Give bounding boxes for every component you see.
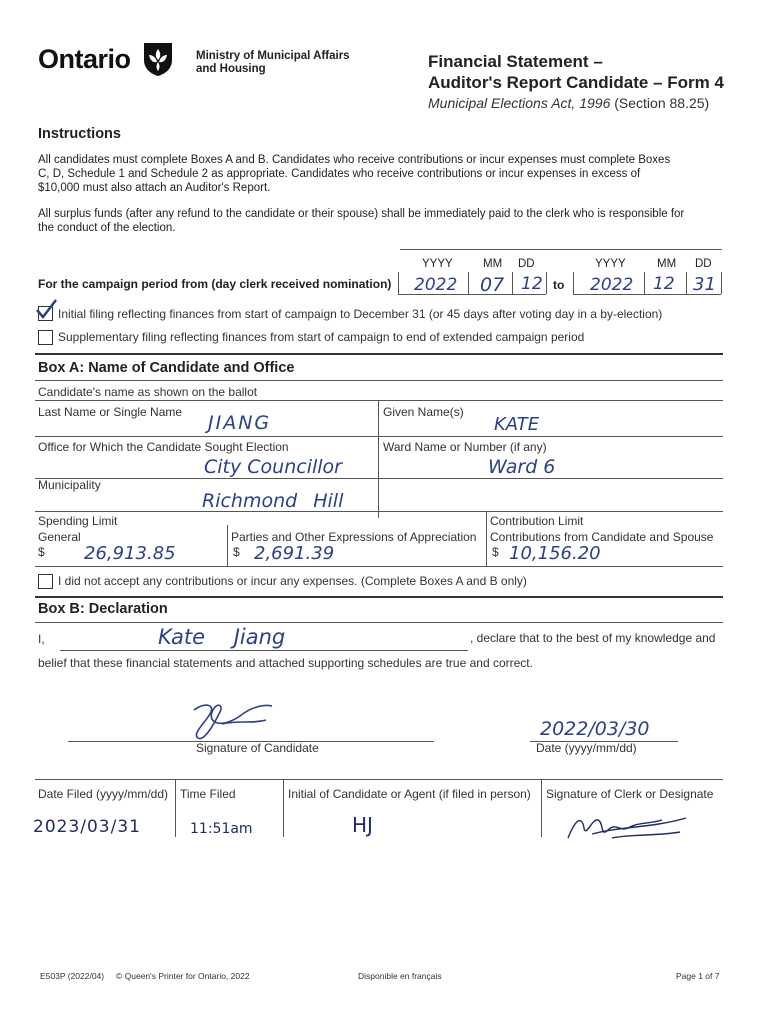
act-reference xyxy=(428,95,724,111)
ward-field[interactable]: Ward 6 xyxy=(488,456,556,478)
municipality-label: Municipality xyxy=(38,478,101,492)
from-month-field[interactable]: 07 xyxy=(480,274,505,296)
candidate-signature[interactable] xyxy=(182,694,302,742)
box-b-heading: Box B: Declaration xyxy=(38,601,168,617)
parties-limit-field[interactable]: 2,691.39 xyxy=(254,543,335,564)
agent-initial-label: Initial of Candidate or Agent (if filed in person) xyxy=(288,787,531,801)
to-year-field[interactable]: 2022 xyxy=(590,275,634,295)
from-day-field[interactable]: 12 xyxy=(521,274,543,294)
col-yyyy-from: YYYY xyxy=(422,258,453,270)
ministry-line-2: and Housing xyxy=(196,63,266,75)
form-title xyxy=(428,51,724,111)
given-name-label: Given Name(s) xyxy=(383,405,464,419)
to-day-field[interactable]: 31 xyxy=(693,274,716,295)
municipality-field[interactable]: Richmond Hill xyxy=(202,490,344,512)
supplementary-filing-checkbox[interactable] xyxy=(38,330,53,345)
title-line-2: Auditor's Report Candidate – Form 4 xyxy=(428,73,724,92)
supplementary-filing-label: Supplementary filing reflecting finances from start of campaign to end of extended campaign period xyxy=(58,330,585,344)
col-dd-from: DD xyxy=(518,258,535,270)
given-name-field[interactable]: KATE xyxy=(494,414,540,435)
col-yyyy-to: YYYY xyxy=(595,258,626,270)
last-name-label: Last Name or Single Name xyxy=(38,405,183,419)
col-mm-from: MM xyxy=(483,258,503,270)
signature-label: Signature of Candidate xyxy=(196,741,319,755)
general-label: General xyxy=(38,530,81,544)
date-filed-label: Date Filed (yyyy/mm/dd) xyxy=(38,787,169,801)
no-contributions-label: I did not accept any contributions or incur any expenses. (Complete Boxes A and B only) xyxy=(58,574,527,588)
copyright: © Queen's Printer for Ontario, 2022 xyxy=(116,971,250,981)
instructions-heading: Instructions xyxy=(38,126,121,142)
time-filed-label: Time Filed xyxy=(180,787,236,801)
ministry-name xyxy=(196,50,350,76)
ballot-name-label: Candidate's name as shown on the ballot xyxy=(38,385,258,399)
ontario-wordmark: Ontario xyxy=(38,44,131,74)
no-contributions-checkbox[interactable] xyxy=(38,574,53,589)
parties-label: Parties and Other Expressions of Appreciation xyxy=(231,530,477,544)
act-name: Municipal Elections Act, 1996 xyxy=(428,95,611,111)
col-dd-to: DD xyxy=(695,258,712,270)
declaration-text: , declare that to the best of my knowledge and xyxy=(470,631,716,645)
declaration-date-field[interactable]: 2022/03/30 xyxy=(540,718,650,740)
page-number: Page 1 of 7 xyxy=(676,971,720,981)
instructions-paragraph-1: All candidates must complete Boxes A and B. Candidates who receive contributions or incur expenses must complete Boxes C, D, Schedule 1 and Schedule 2 as appropriate. Candidates who receive contributions or incur expenses in excess of $10,000 must also attach an Auditor's Report. xyxy=(38,154,671,194)
clerk-signature-label: Signature of Clerk or Designate xyxy=(546,787,714,801)
campaign-period-label: For the campaign period from (day clerk received nomination) xyxy=(38,277,392,291)
parties-currency: $ xyxy=(233,545,240,559)
instructions-paragraph-2: All surplus funds (after any refund to the candidate or their spouse) shall be immediately paid to the clerk who is responsible for the conduct of the election. xyxy=(38,208,685,234)
office-field[interactable]: City Councillor xyxy=(204,456,342,478)
last-name-field[interactable]: JIANG xyxy=(208,412,272,434)
trillium-logo-icon xyxy=(140,40,176,78)
initial-filing-label: Initial filing reflecting finances from start of campaign to December 31 (or 45 days after voting day in a by-election) xyxy=(58,307,663,321)
declaration-i-label: I, xyxy=(38,632,45,646)
contribution-limit-label: Contribution Limit xyxy=(490,514,584,528)
ministry-line-1: Ministry of Municipal Affairs xyxy=(196,50,350,62)
general-currency: $ xyxy=(38,545,45,559)
declaration-belief-text: belief that these financial statements and attached supporting schedules are true and correct. xyxy=(38,656,533,670)
office-label: Office for Which the Candidate Sought Election xyxy=(38,440,289,454)
general-limit-field[interactable]: 26,913.85 xyxy=(84,543,176,564)
to-label: to xyxy=(553,278,565,292)
title-line-1: Financial Statement – xyxy=(428,52,603,71)
contribution-limit-field[interactable]: 10,156.20 xyxy=(509,543,601,564)
french-availability: Disponible en français xyxy=(358,971,442,981)
clerk-signature[interactable] xyxy=(562,808,692,846)
date-filed-field[interactable]: 2023/03/31 xyxy=(33,817,141,837)
checkmark-icon xyxy=(34,298,58,325)
declarant-name-field[interactable]: Kate Jiang xyxy=(158,625,286,649)
agent-initial-field[interactable]: HJ xyxy=(352,813,373,837)
form-code: E503P (2022/04) xyxy=(40,971,105,981)
contributions-currency: $ xyxy=(492,545,499,559)
col-mm-to: MM xyxy=(657,258,677,270)
box-a-heading: Box A: Name of Candidate and Office xyxy=(38,360,295,376)
contributions-from-label: Contributions from Candidate and Spouse xyxy=(490,530,714,544)
ward-label: Ward Name or Number (if any) xyxy=(383,440,547,454)
spending-limit-label: Spending Limit xyxy=(38,514,118,528)
declaration-date-label: Date (yyyy/mm/dd) xyxy=(536,741,637,755)
to-month-field[interactable]: 12 xyxy=(653,274,675,294)
time-filed-field[interactable]: 11:51am xyxy=(190,821,253,837)
act-section: (Section 88.25) xyxy=(614,95,710,111)
from-year-field[interactable]: 2022 xyxy=(414,275,458,295)
